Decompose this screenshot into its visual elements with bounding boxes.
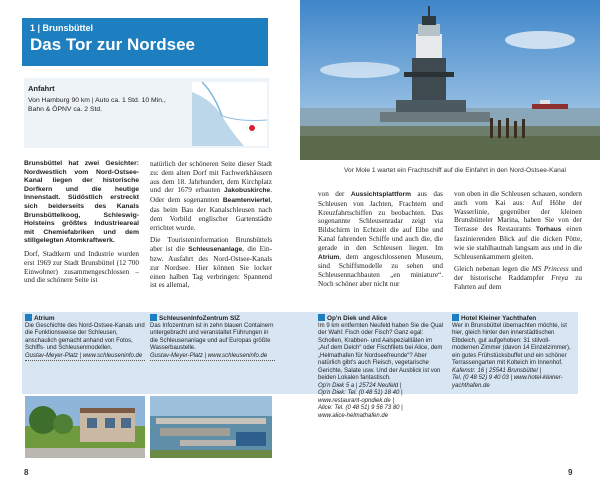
info-body: Das Infozentrum ist in zehn blauen Containern untergebracht und veranstaltet Führungen in die Schleusenanlage und auf Europas größte Wasserbaustelle. [150,322,274,351]
anfahrt-line-2: Bahn & ÖPNV ca. 2 Std. [28,106,103,113]
info-title-text: Atrium [34,315,55,322]
info-box-atrium [25,314,145,362]
text-run: einen faszinierenden Blick auf die dicken Pötte, wie sie stahlhautnah langsam aus und in die Schleusenkammern gleiten. [454,225,582,261]
info-title-text: Op'n Diek und Alice [327,315,387,322]
info-box-siz [150,314,275,362]
address-line: Alice: Tel. (0 48 51) 9 56 73 80 | [318,405,403,411]
highlight-term: Atrium [318,253,340,261]
address-line: Op'n Diek 5 a | 25724 Neufeld | [318,382,402,389]
text-run: aus das Schleusen von Jachten, Frachtern und Kreuzfahrtschiffen zu beobachten. Das sogenannte Schleusenradar zeigt via Bildschirm in Echtzeit die auf Elbe und Kanal fahrenden Schiffe und auch die, die gerade in den Schleusen liegen. Im [318,190,443,252]
highlight-term: Beamtenviertel [222,197,271,205]
paragraph [150,236,272,290]
text-run: , dem angeschlossenen Museum, sind Schiffsmodelle zu sehen und Schleusennachbauten „en miniature“. Noch schöner aber nicht nur [318,252,443,288]
info-body: Im 9 km entfernten Neufeld haben Sie die Qual der Wahl: Fisch oder Fisch? Ganz egal: Schollen, Krabben- und Aalspezialitäten im „Auf dem Deich“ oder Fischfilets bei Alice, dem „Helmathafen für Nordseefreunde“? Aber natürlich gibt's auch Fleisch, vegetarische Gerichte, Salate usw. Und der Ausblick ist von beiden Lokalen fantastisch. [318,322,444,381]
paragraph: Dorf, Stadtkern und Industrie wurden erst 1969 zur Stadt Brunsbüttel (12 700 Einwohner) zusammengeschlossen – und die schönere Seite ist [24,249,139,285]
anfahrt-label: Anfahrt [28,84,55,93]
ship-name: MS Princess [531,265,569,274]
paragraph [318,190,443,289]
text-run: , die Ein- bzw. Ausfahrt des Nord-Ostsee-Kanals zur Nordsee. Hier können Sie locker einen halben Tag verbringen: Spannend ist es allemal, [150,245,272,290]
highlight-term: Schleusenanlage [188,246,243,254]
location-map [192,82,267,146]
info-address: Gustav-Meyer-Platz | www.schleuseninfo.de [25,353,145,362]
info-title [318,314,444,323]
text-run: . Oder dem sogenannten [150,186,272,205]
page-number: 9 [568,468,573,477]
text-run: Die Touristeninformation Brunsbüttels aber ist die [150,236,272,254]
info-address [318,383,444,421]
info-body: Die Geschichte des Nord-Ostsee-Kanals und die Funktionsweise der Schleusen, anschaulich gemacht anhand von Fotos, Schiffs- und Schleusenmodellen. [25,322,145,351]
page-number: 8 [24,468,29,477]
info-address: Gustav-Meyer-Platz | www.schleuseninfo.de [150,353,275,362]
info-box-hotel [452,314,576,390]
text-column-1 [24,160,139,289]
info-box-opndiek [318,314,444,420]
right-page [300,0,600,487]
chapter-title: Das Tor zur Nordsee [30,35,196,54]
lighthouse-photo [300,0,600,160]
highlight-term: Torhaus [535,226,562,234]
text-run: , das beim Bau der Kanalschleusen nach dem Vorbild englischer Gartenstädte errichtet wurde. [150,196,272,232]
info-body: Wer in Brunsbüttel übernachten möchte, ist hier, gleich hinter den innerstädtischen Elbdeich, gut aufgehoben: 31 stilvoll-modernen Zimmer (davon 14 Einzelzimmer), ein gutes Frühstücksbuffet und ein schöner Terrassengarten mit Kolteich im Innenhof. [452,322,571,366]
address-line: Op'n Diek: Tel. (0 48 51) 18 40 | [318,390,403,396]
info-title [25,314,145,323]
highlight-term: Jakobuskirche [224,187,271,195]
highlight-term: Aussichtsplattform [350,191,411,198]
anfahrt-line-1: Von Hamburg 90 km | Auto ca. 1 Std. 10 Min., [28,97,166,104]
info-pin-icon [25,314,32,321]
paragraph [454,265,582,291]
address-line: Tel. (0 48 52) 9 40 03 | www.hotel-kleiner-yachthafen.de [452,375,563,389]
text-run: zu Fahrten auf dem [454,274,582,291]
info-title [452,314,576,323]
chapter-banner [22,18,268,66]
siz-photo [150,396,272,458]
info-pin-icon [318,314,325,321]
text-run: und der historische Raddampfer [454,265,582,283]
info-title-text: SchleusenInfoZentrum SIZ [159,315,240,322]
text-column-4 [454,190,582,296]
text-column-2 [150,160,272,294]
text-column-3 [318,190,443,293]
atrium-photo [25,396,145,458]
info-address [452,368,576,391]
info-pin-icon [150,314,157,321]
location-marker-icon [249,125,255,131]
address-line: Kafenstr. 16 | 25541 Brunsbüttel | [452,367,541,374]
paragraph [454,190,582,261]
address-line: www.restaurant-opndiek.de | [318,397,394,404]
text-run: von der [318,190,351,198]
photo-caption: Vor Mole 1 wartet ein Frachtschiff auf die Einfahrt in den Nord-Ostsee-Kanal [344,167,566,174]
ship-name: Freya [551,274,569,283]
address-line: www.alice-helmathafen.de [318,412,389,419]
text-run: Gleich nebenan legen die [454,265,532,274]
info-pin-icon [452,314,459,321]
info-title [150,314,275,323]
info-title-text: Hotel Kleiner Yachthafen [461,315,537,322]
anfahrt-text [28,96,178,114]
text-run: natürlich der schöneren Seite dieser Stadt zu: dem alten Dorf mit Fachwerkhäusern aus dem 18. Jahrhundert, dem Kirchplatz und der 1679 erbauten [150,160,272,195]
intro-lead: Brunsbüttel hat zwei Gesichter: Nordwestlich vom Nord-Ostsee-Kanal liegen der historische Dorfkern und die heutige Innenstadt. Südöstlich erstreckt sich beiderseits des Kanals Brunsbüttelkoog, Schleswig-Holsteins größtes Industrieareal mit Chemiefabriken und dem stillgelegten Atomkraftwerk. [24,160,139,245]
text-run: von oben in die Schleusen schauen, sondern auch vom Kai aus: Auf Höhe der Wasserlinie, gegenüber der kleinen Brunsbütteler Marina, haben Sie von der Terrasse des Restaurants [454,190,582,234]
chapter-number: 1 | Brunsbüttel [30,23,94,33]
paragraph [150,160,272,232]
